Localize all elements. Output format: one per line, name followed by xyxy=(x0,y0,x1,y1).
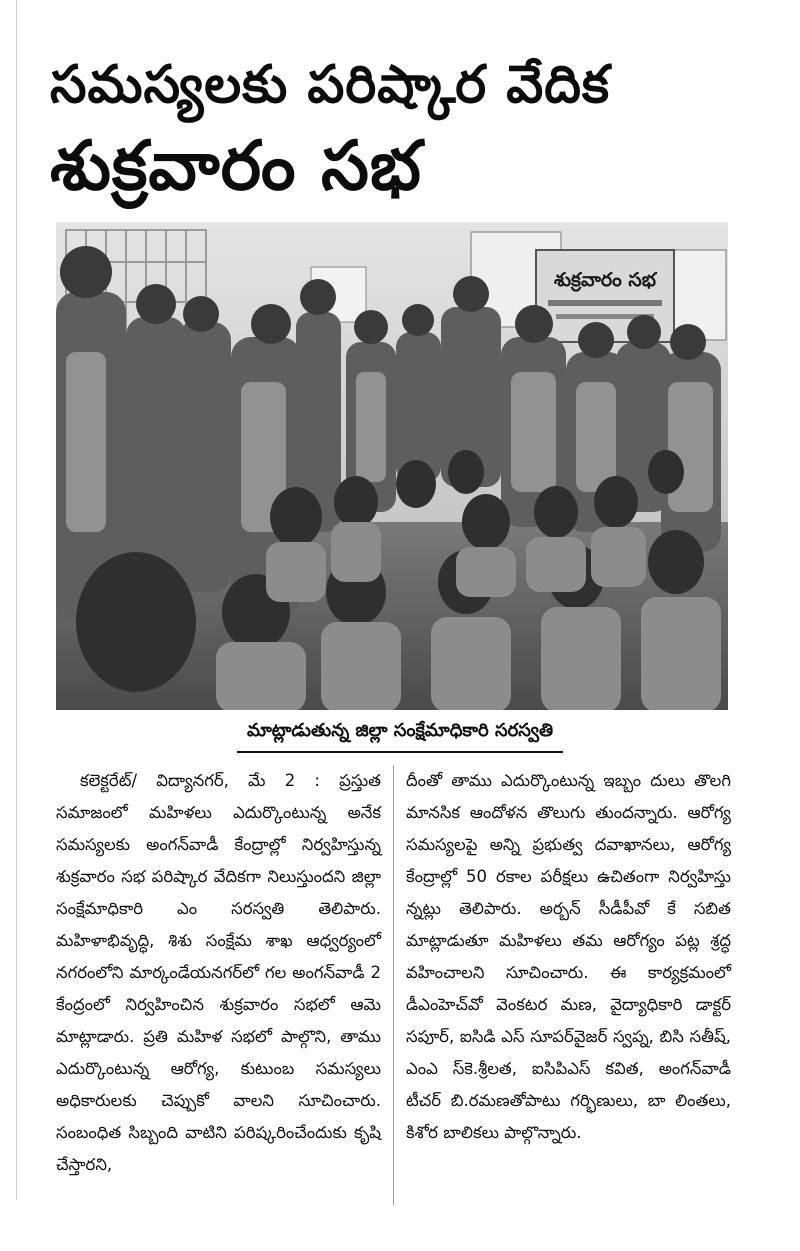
article-column-right xyxy=(406,765,731,1149)
article-body xyxy=(56,765,731,1215)
page-edge-line xyxy=(16,0,17,1200)
news-photo xyxy=(56,222,728,710)
headline-line-1: సమస్యలకు పరిష్కార వేదిక xyxy=(50,55,611,115)
article-paragraph: కలెక్టరేట్/ విద్యానగర్, మే 2 : ప్రస్తుత సమాజంలో మహిళలు ఎదుర్కొంటున్న అనేక సమస్యలకు అంగన్‌వాడీ కేంద్రాల్లో నిర్వహిస్తున్న శుక్రవారం సభ పరిష్కార వేదికగా నిలుస్తుందని జిల్లా సంక్షేమాధికారి ఎం సరస్వతి తెలిపారు. మహిళాభివృద్ధి, శిశు సంక్షేమ శాఖ ఆధ్వర్యంలో నగరంలోని మార్కండేయనగర్‌లో గల అంగన్‌వాడీ 2 కేంద్రంలో నిర్వహించిన శుక్రవారం సభలో ఆమె మాట్లాడారు. ప్రతి మహిళ సభలో పాల్గొని, తాము ఎదుర్కొంటున్న ఆరోగ్య, కుటుంబ సమస్యలు అధికారులకు చెప్పుకో వాలని సూచించారు. సంబంధిత సిబ్బంది వాటిని పరిష్కరించేందుకు కృషి చేస్తారని, xyxy=(56,771,381,1174)
banner-title: శుక్రవారం సభ xyxy=(554,269,656,291)
column-divider xyxy=(393,765,394,1205)
headline-line-2: శుక్రవారం సభ xyxy=(50,127,422,206)
article-paragraph: దీంతో తాము ఎదుర్కొంటున్న ఇబ్బం దులు తొలగి మానసిక ఆందోళన తొలుగు తుందన్నారు. ఆరోగ్య సమస్యలపై అన్ని ప్రభుత్వ దవాఖానలు, ఆరోగ్య కేంద్రాల్లో 50 రకాల పరీక్షలు ఉచితంగా నిర్వహిస్తు న్నట్లు తెలిపారు. అర్బన్ సీడీపీవో కే సబిత మాట్లాడుతూ మహిళలు తమ ఆరోగ్యం పట్ల శ్రద్ధ వహించాలని సూచించారు. ఈ కార్యక్రమంలో డీఎంహెచ్‌వో వెంకటర మణ, వైద్యాధికారి డాక్టర్ సపూర్, ఐసిడి ఎస్ సూపర్‌వైజర్ స్వప్న, బిసి సతీష్, ఎంఎ స్‌కె.శ్రీలత, ఐసిపిఎస్ కవిత, అంగన్‌వాడీ టీచర్ బి.రమణతోపాటు గర్భిణులు, బా లింతలు, కిశోర బాలికలు పాల్గొన్నారు. xyxy=(406,771,731,1142)
photo-caption: మాట్లాడుతున్న జిల్లా సంక్షేమాధికారి సరస్వతి xyxy=(237,718,563,753)
photo-illustration xyxy=(56,222,728,710)
caption-container xyxy=(0,718,800,753)
article-column-left xyxy=(56,765,381,1181)
